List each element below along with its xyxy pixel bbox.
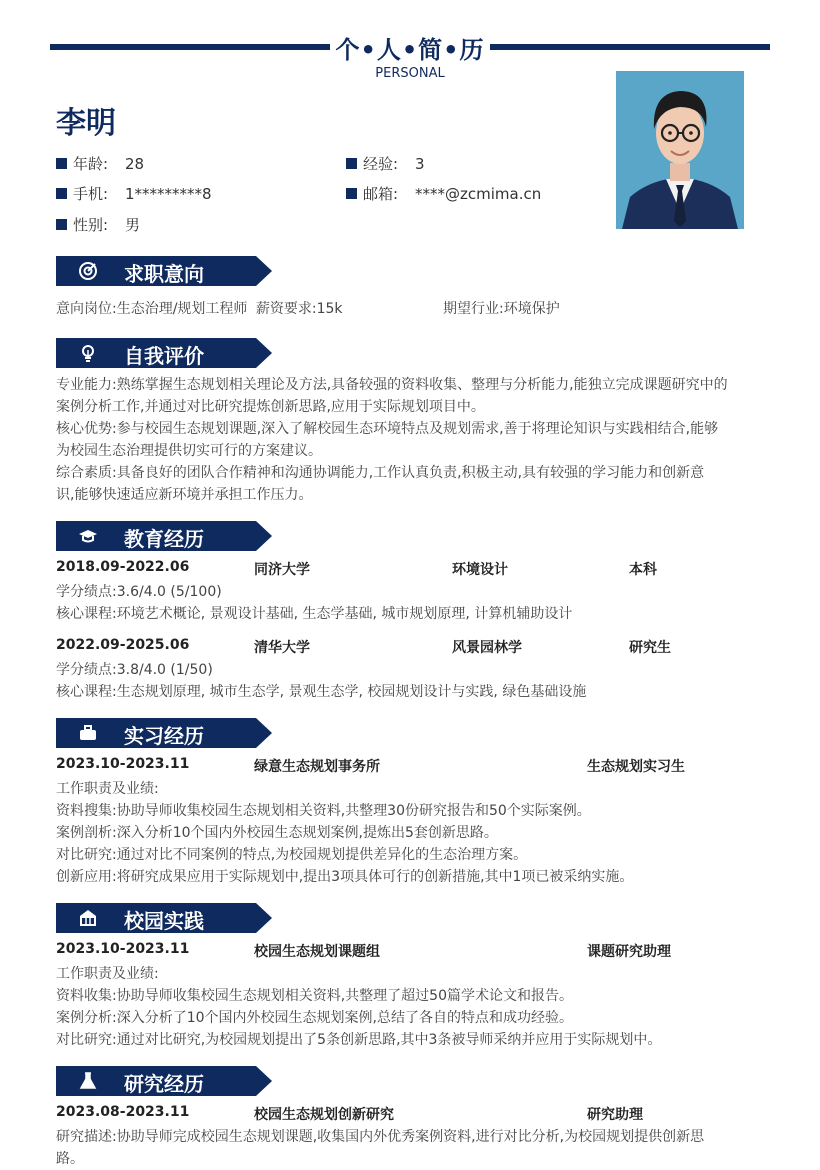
section-header-campus	[56, 903, 272, 933]
self-eval-text: 专业能力:熟练掌握生态规划相关理论及方法,具备较强的资料收集、整理与分析能力,能独立完成课题研究中的 案例分析工作,并通过对比研究提炼创新思路,应用于实际规划项目中。 核心优势:参与校园生态规划课题,深入了解校园生态环境特点及规划需求,善于将理论知识与实践相结合,能够 为校园生态治理提供切实可行的方案建议。 综合素质:具备良好的团队合作精神和沟通协调能力,工作认真负责,积极主动,具有较强的学习能力和创新意 识,能够快速适应新环境并承担工作压力。	[56, 377, 728, 503]
education-entry-1-header: 2018.09-2022.06 同济大学 环境设计 本科	[56, 559, 657, 578]
target-icon	[78, 261, 98, 281]
page-title: 个•人•简•历	[335, 36, 485, 64]
intent-row: 意向岗位:生态治理/规划工程师 薪资要求:15k 期望行业:环境保护	[56, 301, 560, 317]
avatar-photo	[616, 71, 744, 229]
bullet-square	[346, 158, 357, 169]
section-header-education	[56, 521, 272, 551]
education-entry-2-header: 2022.09-2025.06 清华大学 风景园林学 研究生	[56, 637, 671, 656]
info-exp: 经验: 3	[346, 153, 425, 174]
building-icon	[78, 908, 98, 928]
info-age: 年龄: 28	[56, 153, 144, 174]
lightbulb-icon	[78, 343, 98, 363]
page-subtitle: PERSONAL	[375, 66, 445, 81]
campus-detail: 工作职责及业绩: 资料收集:协助导师收集校园生态规划相关资料,共整理了超过50篇学术论文和报告。 案例分析:深入分析了10个国内外校园生态规划案例,总结了各自的特点和成功经验。 对比研究:通过对比研究,为校园规划提出了5条创新思路,其中3条被导师采纳并应用于实际规划中。	[56, 966, 662, 1048]
section-title-campus: 校园实践	[124, 909, 204, 933]
education-entry-2-detail: 学分绩点:3.8/4.0 (1/50) 核心课程:生态规划原理, 城市生态学, 景观生态学, 校园规划设计与实践, 绿色基础设施	[56, 662, 587, 700]
section-header-internship	[56, 718, 272, 748]
campus-header: 2023.10-2023.11 校园生态规划课题组 课题研究助理	[56, 941, 671, 960]
section-title-self-eval: 自我评价	[124, 344, 204, 368]
research-header: 2023.08-2023.11 校园生态规划创新研究 研究助理	[56, 1104, 643, 1123]
section-header-self-eval	[56, 338, 272, 368]
bullet-square	[56, 188, 67, 199]
internship-detail: 工作职责及业绩: 资料搜集:协助导师收集校园生态规划相关资料,共整理30份研究报告和50个实际案例。 案例剖析:深入分析10个国内外校园生态规划案例,提炼出5套创新思路。 对比研究:通过对比不同案例的特点,为校园规划提供差异化的生态治理方案。 创新应用:将研究成果应用于实际规划中,提出3项具体可行的创新措施,其中1项已被采纳实施。	[56, 781, 634, 885]
section-header-research	[56, 1066, 272, 1096]
person-name: 李明	[56, 106, 116, 141]
graduation-cap-icon	[78, 526, 98, 546]
bullet-square	[56, 158, 67, 169]
education-entry-1-detail: 学分绩点:3.6/4.0 (5/100) 核心课程:环境艺术概论, 景观设计基础, 生态学基础, 城市规划原理, 计算机辅助设计	[56, 584, 573, 622]
flask-icon	[78, 1071, 98, 1091]
info-gender: 性别: 男	[56, 214, 140, 235]
info-phone: 手机: 1*********8	[56, 183, 212, 204]
section-title-intent: 求职意向	[124, 262, 204, 286]
info-email: 邮箱: ****@zcmima.cn	[346, 183, 541, 204]
section-title-research: 研究经历	[124, 1072, 204, 1096]
research-detail: 研究描述:协助导师完成校园生态规划课题,收集国内外优秀案例资料,进行对比分析,为校园规划提供创新思 路。	[56, 1129, 705, 1167]
section-header-intent	[56, 256, 272, 286]
briefcase-icon	[78, 723, 98, 743]
internship-header: 2023.10-2023.11 绿意生态规划事务所 生态规划实习生	[56, 756, 685, 775]
section-title-education: 教育经历	[124, 527, 204, 551]
bullet-square	[56, 219, 67, 230]
section-title-internship: 实习经历	[124, 724, 204, 748]
bullet-square	[346, 188, 357, 199]
